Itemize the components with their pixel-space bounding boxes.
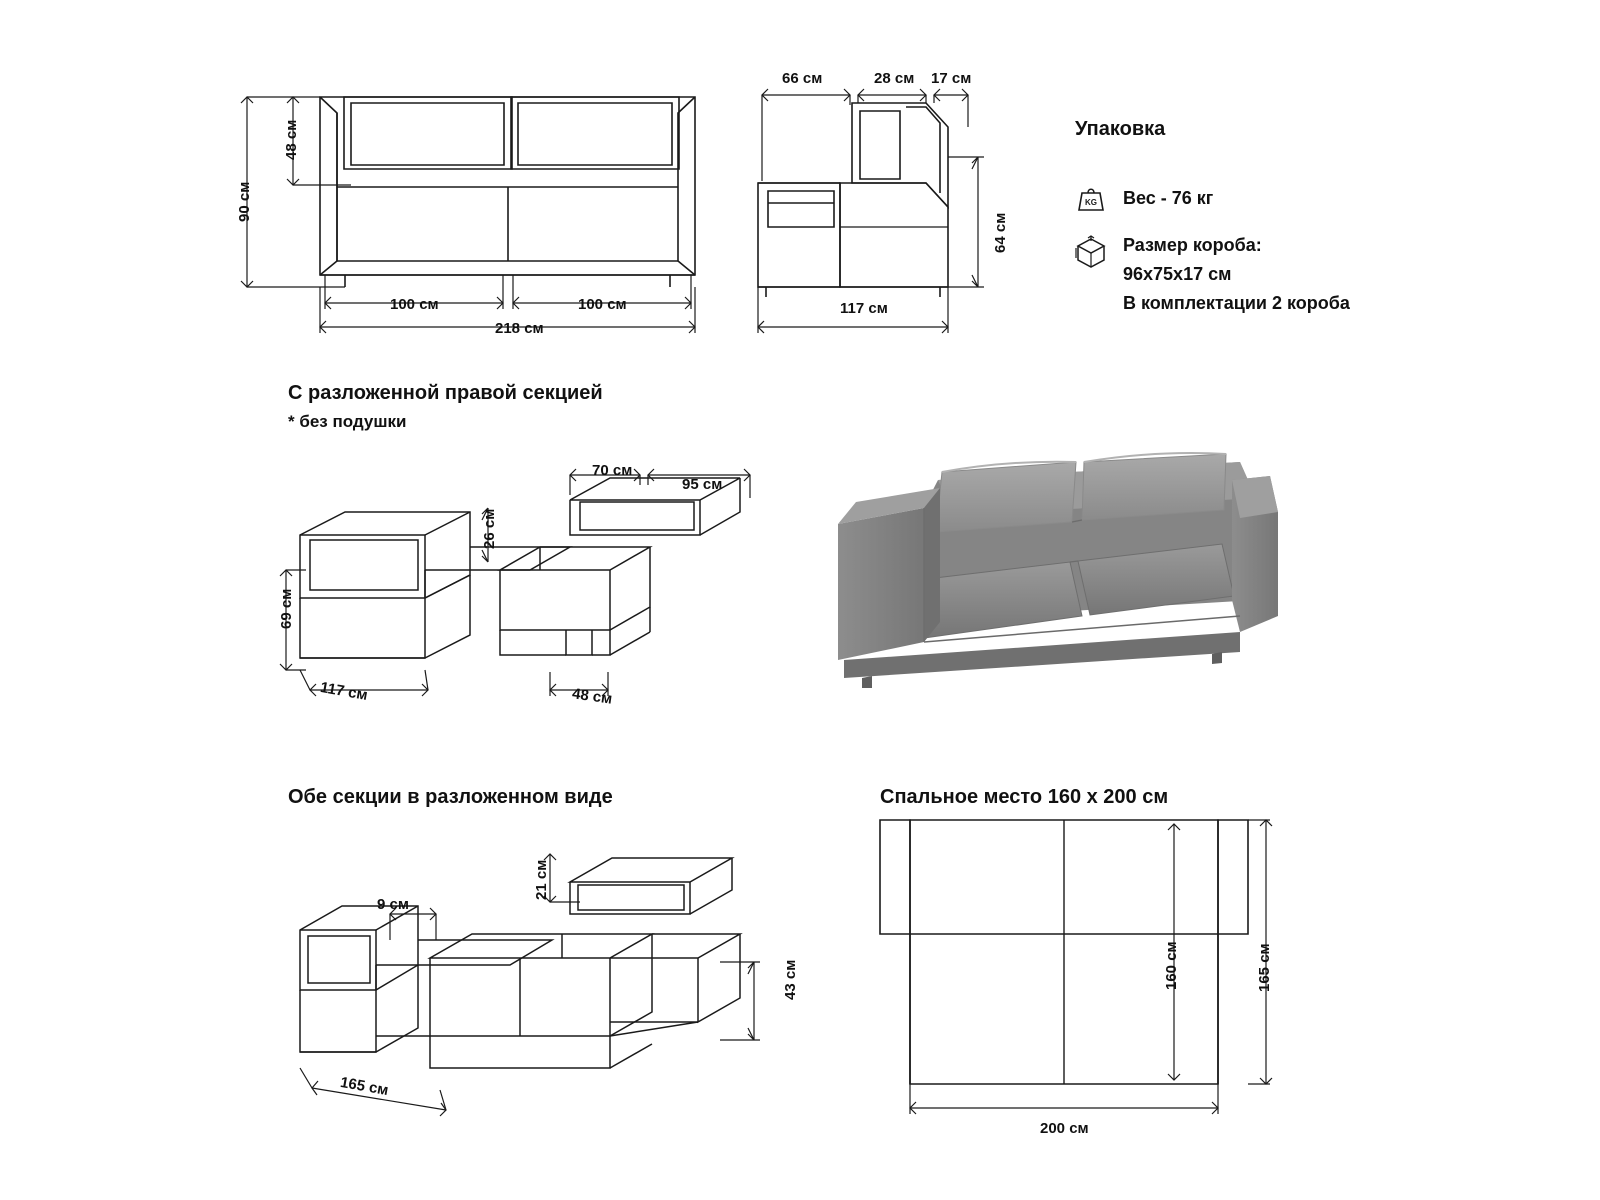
front-total-width-label: 218 см bbox=[495, 320, 544, 337]
right-unfolded-title: С разложенной правой секцией bbox=[288, 382, 603, 404]
svg-text:KG: KG bbox=[1085, 198, 1097, 207]
side-seat-depth-label: 66 см bbox=[782, 70, 823, 87]
packaging-block bbox=[1075, 118, 1350, 314]
packaging-box-row bbox=[1075, 235, 1350, 314]
side-arm-depth-label: 17 см bbox=[931, 70, 972, 87]
sleeping-place-title: Спальное место 160 х 200 см bbox=[880, 786, 1169, 808]
bu-165-label: 165 см bbox=[338, 1073, 390, 1100]
packaging-box-count-label: В комплектации 2 короба bbox=[1123, 293, 1350, 313]
ru-48-label: 48 см bbox=[571, 685, 614, 708]
front-seat-left-label: 100 см bbox=[390, 296, 439, 313]
bu-43-label: 43 см bbox=[782, 959, 799, 1000]
side-total-depth-label: 117 см bbox=[840, 300, 888, 317]
sofa-photo bbox=[820, 420, 1300, 700]
ru-117-label: 117 см bbox=[318, 678, 369, 705]
sleeping-outer-width-label: 165 см bbox=[1256, 943, 1273, 992]
bu-21-label: 21 см bbox=[533, 859, 550, 900]
front-back-height-label: 48 см bbox=[283, 119, 300, 160]
packaging-weight-row bbox=[1075, 183, 1350, 213]
ru-70-label: 70 см bbox=[592, 462, 633, 479]
box-package-icon bbox=[1075, 235, 1107, 271]
front-total-height-label: 90 см bbox=[236, 181, 253, 222]
front-view-dimensions bbox=[225, 75, 745, 345]
packaging-title: Упаковка bbox=[1075, 118, 1166, 140]
right-unfolded-note: * без подушки bbox=[288, 412, 407, 431]
packaging-weight-label: Вес - 76 кг bbox=[1123, 187, 1214, 208]
packaging-box-size-label: Размер короба: bbox=[1123, 235, 1262, 255]
weight-kg-icon bbox=[1075, 183, 1107, 213]
ru-69-label: 69 см bbox=[278, 588, 295, 629]
ru-95-label: 95 см bbox=[682, 476, 723, 493]
both-unfolded-title: Обе секции в разложенном виде bbox=[288, 786, 613, 808]
sleeping-inner-width-label: 160 см bbox=[1163, 941, 1180, 990]
sleeping-length-label: 200 см bbox=[1040, 1120, 1089, 1137]
bu-9-label: 9 см bbox=[377, 896, 409, 913]
side-back-depth-label: 28 см bbox=[874, 70, 915, 87]
side-seat-height-label: 64 см bbox=[992, 212, 1009, 253]
ru-26-label: 26 см bbox=[481, 508, 498, 549]
front-seat-right-label: 100 см bbox=[578, 296, 627, 313]
sleeping-place-dimensions bbox=[870, 812, 1310, 1132]
packaging-box-size-value: 96х75х17 см bbox=[1123, 264, 1232, 284]
